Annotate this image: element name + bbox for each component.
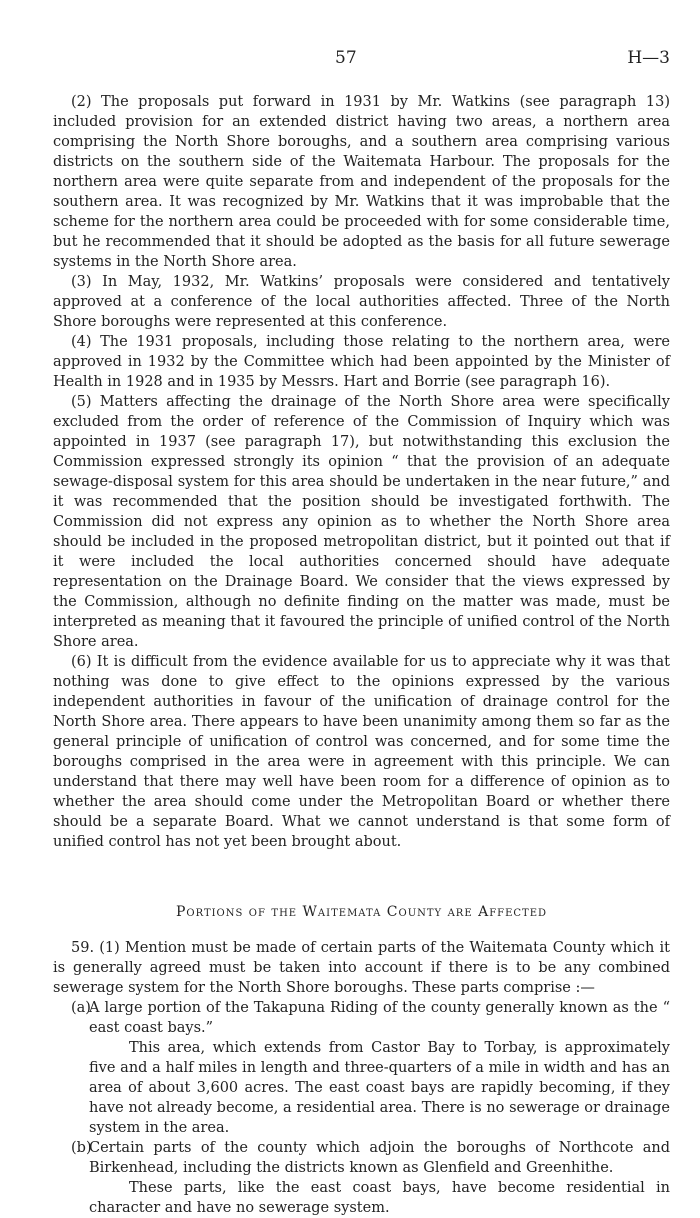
paragraph-59-1: 59. (1) Mention must be made of certain parts of the Waitemata County which it is generally agreed must be taken into account if there is to be any combined sewerage system for the North Shore boroughs. These parts comprise :—: [53, 940, 670, 996]
list-item-a: [53, 998, 670, 1138]
paragraph-58-5: (5) Matters affecting the drainage of the North Shore area were specifically excluded from the order of reference of the Commission of Inquiry which was appointed in 1937 (see paragraph 17), but notwithstanding this exclusion the Commission expressed strongly its opinion “ that the provision of an adequate sewage-disposal system for this area should be undertaken in the near future,” and it was recommended that the position should be investigated forthwith. The Commission did not express any opinion as to whether the North Shore area should be included in the proposed metropolitan district, but it pointed out that if it were included the local authorities concerned should have adequate representation on the Drainage Board. We consider that the views expressed by the Commission, although no definite finding on the matter was made, must be interpreted as meaning that it favoured the principle of unified control of the North Shore area.: [53, 394, 670, 650]
document-body: [53, 92, 670, 1218]
paragraph-58-6: (6) It is difficult from the evidence available for us to appreciate why it was that nothing was done to give effect to the opinions expressed by the various independent authorities in favour of the unification of drainage control for the North Shore area. There appears to have been unanimity among them so far as the general principle of unification of control was concerned, and for some time the boroughs comprised in the area were in agreement with this principle. We can understand that there may well have been room for a difference of opinion as to whether the area should come under the Metropolitan Board or whether there should be a separate Board. What we cannot understand is that some form of unified control has not yet been brought about.: [53, 654, 670, 850]
list-item-label: (b): [71, 1140, 92, 1156]
paragraph-58-3: (3) In May, 1932, Mr. Watkins’ proposals were considered and tentatively approved at a conference of the local authorities affected. Three of the North Shore boroughs were represented at this conference.: [53, 274, 670, 330]
page-number: 57: [335, 48, 357, 68]
paragraph-58-2: (2) The proposals put forward in 1931 by Mr. Watkins (see paragraph 13) included provision for an extended district having two areas, a northern area comprising the North Shore boroughs, and a southern area comprising various districts on the southern side of the Waitemata Harbour. The proposals for the northern area were quite separate from and independent of the proposals for the southern area. It was recognized by Mr. Watkins that it was improbable that the scheme for the northern area could be proceeded with for some considerable time, but he recommended that it should be adopted as the basis for all future sewerage systems in the North Shore area.: [53, 94, 670, 270]
list-item-subparagraph: This area, which extends from Castor Bay to Torbay, is approximately five and a half miles in length and three-quarters of a mile in width and has an area of about 3,600 acres. The east coast bays are rapidly becoming, if they have not already become, a residential area. There is no sewerage or drainage system in the area.: [89, 1040, 670, 1136]
section-heading: Portions of the Waitemata County are Affected: [175, 904, 548, 920]
list-item-text: Certain parts of the county which adjoin the boroughs of Northcote and Birkenhead, including the districts known as Glenfield and Greenhithe.: [89, 1140, 670, 1176]
list-item-b: [53, 1138, 670, 1218]
page-header: [0, 48, 700, 72]
paragraph-58-4: (4) The 1931 proposals, including those relating to the northern area, were approved in 1932 by the Committee which had been appointed by the Minister of Health in 1928 and in 1935 by Messrs. Hart and Borrie (see paragraph 16).: [53, 334, 670, 390]
list-item-text: A large portion of the Takapuna Riding of the county generally known as the “ east coast bays.”: [89, 1000, 670, 1036]
list-item-label: (a): [71, 1000, 91, 1016]
list-item-subparagraph: These parts, like the east coast bays, have become residential in character and have no sewerage system.: [89, 1180, 670, 1216]
document-reference: H—3: [627, 48, 670, 68]
